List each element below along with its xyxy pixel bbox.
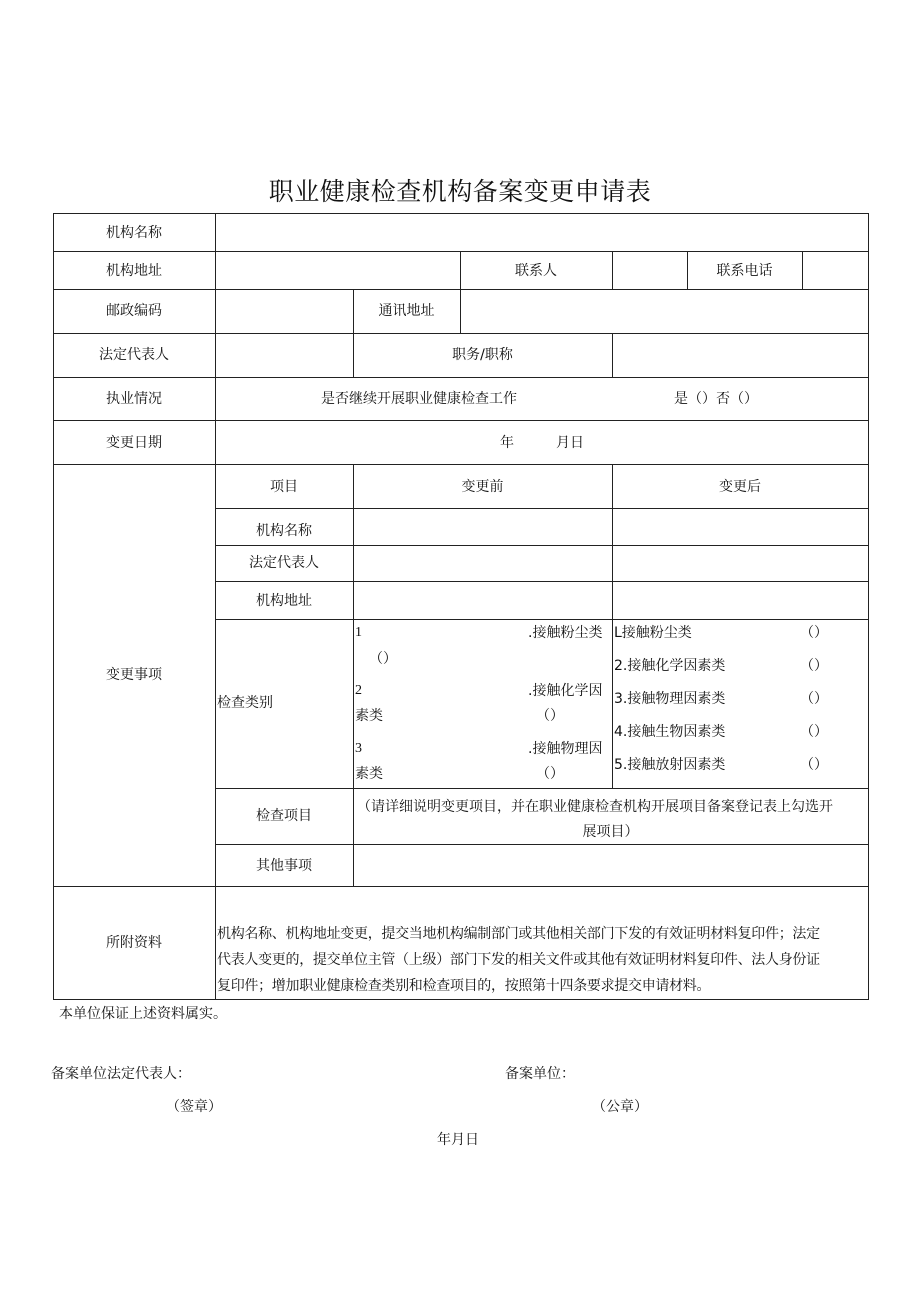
practice-label: 执业情况	[106, 391, 162, 407]
exam-items-note: （请详细说明变更项目，并在职业健康检查机构开展项目备案登记表上勾选开	[357, 799, 833, 815]
contact-person-label: 联系人	[515, 263, 557, 279]
org-name-label: 机构名称	[106, 225, 162, 241]
header-after: 变更后	[719, 479, 761, 495]
after-category-item: 4.接触生物因素类	[614, 724, 726, 740]
legal-rep-label: 法定代表人	[99, 347, 169, 363]
signature-mark: （签章）	[166, 1099, 222, 1115]
contact-phone-label: 联系电话	[716, 263, 773, 279]
after-category-item: L接触粉尘类	[614, 625, 692, 641]
unit-label: 备案单位：	[505, 1066, 575, 1082]
after-category-item: 5.接触放射因素类	[614, 757, 726, 773]
org-address-label: 机构地址	[106, 263, 162, 279]
attachments-line-1: 机构名称、机构地址变更，提交当地机构编制部门或其他相关部门下发的有效证明材料复印件；法定	[217, 926, 820, 942]
change-items-label: 变更事项	[106, 667, 162, 683]
rep-signature-label: 备案单位法定代表人：	[51, 1066, 191, 1082]
exam-items-label: 检查项目	[256, 808, 312, 824]
practice-options: 是（）否（）	[674, 391, 758, 407]
change-date-label: 变更日期	[106, 435, 162, 451]
after-category-item: 3.接触物理因素类	[614, 691, 726, 707]
position-label: 职务/职称	[452, 347, 513, 363]
exam-items-note-cont: 展项目）	[582, 824, 639, 840]
header-before: 变更前	[461, 479, 504, 495]
seal-mark: （公章）	[592, 1099, 648, 1115]
attachments-line-3: 复印件；增加职业健康检查类别和检查项目的，按照第十四条要求提交申请材料。	[217, 978, 711, 994]
header-item: 项目	[270, 479, 298, 495]
category-label: 检查类别	[217, 695, 273, 711]
other-items-label: 其他事项	[256, 858, 312, 874]
attachments-label: 所附资料	[106, 935, 162, 951]
after-category-item: 2.接触化学因素类	[614, 658, 726, 674]
page-title: 职业健康检查机构备案变更申请表	[268, 177, 652, 206]
change-org-name: 机构名称	[256, 523, 312, 539]
change-date-year: 年	[500, 435, 514, 451]
change-date-month-day: 月日	[556, 435, 584, 451]
mail-address-label: 通讯地址	[378, 303, 435, 319]
change-org-address: 机构地址	[256, 593, 312, 609]
attachments-line-2: 代表人变更的，提交单位主管（上级）部门下发的相关文件或其他有效证明材料复印件、法人身份证	[217, 952, 820, 968]
footer-date: 年月日	[437, 1132, 479, 1148]
practice-question: 是否继续开展职业健康检查工作	[321, 391, 517, 407]
guarantee-statement: 本单位保证上述资料属实。	[59, 1006, 227, 1022]
postal-code-label: 邮政编码	[106, 303, 162, 319]
change-legal-rep: 法定代表人	[249, 555, 319, 571]
